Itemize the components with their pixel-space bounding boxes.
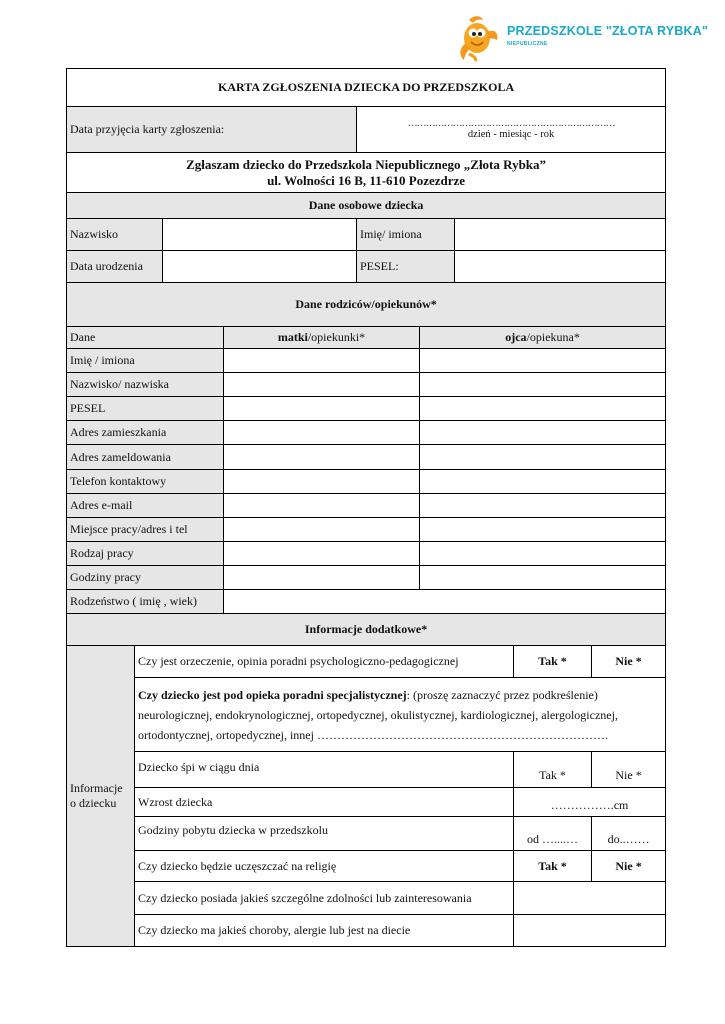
first-name-label: Imię/ imiona: [357, 219, 455, 251]
height-field[interactable]: …………….cm: [514, 788, 666, 817]
mother-field[interactable]: [224, 349, 420, 373]
specialist-question-bold: Czy dziecko jest pod opieka poradni specjalistycznej: [138, 687, 407, 702]
parents-row-label: Nazwisko/ nazwiska: [67, 373, 224, 397]
father-field[interactable]: [420, 397, 666, 421]
form-title: KARTA ZGŁOSZENIA DZIECKA DO PRZEDSZKOLA: [67, 69, 666, 107]
question-sleep: Dziecko śpi w ciągu dnia: [135, 752, 514, 788]
section-child-data: Dane osobowe dziecka: [67, 193, 666, 219]
father-field[interactable]: [420, 421, 666, 445]
mother-label-rest: /opiekunki*: [307, 330, 366, 344]
siblings-field[interactable]: [224, 590, 666, 614]
mother-field[interactable]: [224, 373, 420, 397]
father-field[interactable]: [420, 470, 666, 494]
kindergarten-logo: [455, 14, 709, 62]
hours-from-field[interactable]: od …....…: [514, 817, 592, 851]
yes-option[interactable]: Tak *: [514, 646, 592, 678]
father-field[interactable]: [420, 349, 666, 373]
parents-header-mother: [224, 327, 420, 349]
first-name-field[interactable]: [455, 219, 666, 251]
mother-field[interactable]: [224, 518, 420, 542]
parents-header-data: Dane: [67, 327, 224, 349]
mother-field[interactable]: [224, 397, 420, 421]
date-dots: ……………………………………………………………: [407, 118, 615, 129]
father-label-bold: ojca: [505, 330, 527, 344]
parents-header-father: [420, 327, 666, 349]
mother-field[interactable]: [224, 566, 420, 590]
no-option[interactable]: Nie *: [592, 646, 666, 678]
section-additional-info: Informacje dodatkowe*: [67, 614, 666, 646]
surname-field[interactable]: [163, 219, 357, 251]
yes-option[interactable]: Tak *: [514, 851, 592, 882]
father-field[interactable]: [420, 445, 666, 470]
declaration-line-1: Zgłaszam dziecko do Przedszkola Niepublicznego „Złota Rybka”: [186, 156, 547, 172]
parents-row-label: Telefon kontaktowy: [67, 470, 224, 494]
pesel-label: PESEL:: [357, 251, 455, 283]
parents-row-label: Adres zamieszkania: [67, 421, 224, 445]
question-specialist-clinic: [135, 678, 666, 752]
child-info-side-label: Informacje o dziecku: [67, 646, 135, 947]
parents-row-label: Imię / imiona: [67, 349, 224, 373]
mother-field[interactable]: [224, 445, 420, 470]
acceptance-date-label: Data przyjęcia karty zgłoszenia:: [67, 107, 357, 153]
question-hours: Godziny pobytu dziecka w przedszkolu: [135, 817, 514, 851]
enrollment-form: [66, 68, 666, 947]
question-allergies: Czy dziecko ma jakieś choroby, alergie lub jest na diecie: [135, 915, 514, 947]
mother-label-bold: matki: [277, 330, 308, 344]
father-field[interactable]: [420, 566, 666, 590]
question-certificate: Czy jest orzeczenie, opinia poradni psychologiczno-pedagogicznej: [135, 646, 514, 678]
mother-field[interactable]: [224, 542, 420, 566]
parents-row-label: Adres e-mail: [67, 494, 224, 518]
logo-subtitle: NIEPUBLICZNE: [507, 41, 548, 47]
talents-field[interactable]: [514, 882, 666, 915]
pesel-digit-boxes[interactable]: [455, 251, 666, 283]
parents-row-label: Adres zameldowania: [67, 445, 224, 470]
mother-field[interactable]: [224, 421, 420, 445]
siblings-label: Rodzeństwo ( imię , wiek): [67, 590, 224, 614]
mother-field[interactable]: [224, 470, 420, 494]
parents-row-label: Miejsce pracy/adres i tel: [67, 518, 224, 542]
no-option[interactable]: Nie *: [592, 752, 666, 788]
father-field[interactable]: [420, 542, 666, 566]
yes-option[interactable]: Tak *: [514, 752, 592, 788]
acceptance-date-field[interactable]: [357, 107, 666, 153]
father-label-rest: /opiekuna*: [526, 330, 580, 344]
question-religion: Czy dziecko będzie uczęszczać na religię: [135, 851, 514, 882]
surname-label: Nazwisko: [67, 219, 163, 251]
birth-date-field[interactable]: [163, 251, 357, 283]
father-field[interactable]: [420, 518, 666, 542]
logo-title: PRZEDSZKOLE "ZŁOTA RYBKA": [507, 24, 709, 38]
parents-row-label: Godziny pracy: [67, 566, 224, 590]
specialist-question-rest[interactable]: : (proszę zaznaczyć przez podkreślenie) neurologicznej, endokrynologicznej, ortopedycznej, okulistycznej, kardiologicznej, alergologicznej, ortodontycznej, ortopedycznej, innej ……………………………………………………………….: [138, 687, 618, 742]
birth-date-label: Data urodzenia: [67, 251, 163, 283]
goldfish-icon: [455, 14, 501, 62]
question-height: Wzrost dziecka: [135, 788, 514, 817]
mother-field[interactable]: [224, 494, 420, 518]
father-field[interactable]: [420, 373, 666, 397]
no-option[interactable]: Nie *: [592, 851, 666, 882]
declaration: [67, 153, 666, 193]
section-parents-data: Dane rodziców/opiekunów*: [67, 283, 666, 327]
question-talents: Czy dziecko posiada jakieś szczególne zdolności lub zainteresowania: [135, 882, 514, 915]
parents-row-label: Rodzaj pracy: [67, 542, 224, 566]
hours-to-field[interactable]: do..……: [592, 817, 666, 851]
father-field[interactable]: [420, 494, 666, 518]
date-format-hint: dzień - miesiąc - rok: [467, 129, 555, 140]
allergies-field[interactable]: [514, 915, 666, 947]
declaration-line-2: ul. Wolności 16 B, 11-610 Pozezdrze: [267, 172, 466, 188]
parents-row-label: PESEL: [67, 397, 224, 421]
